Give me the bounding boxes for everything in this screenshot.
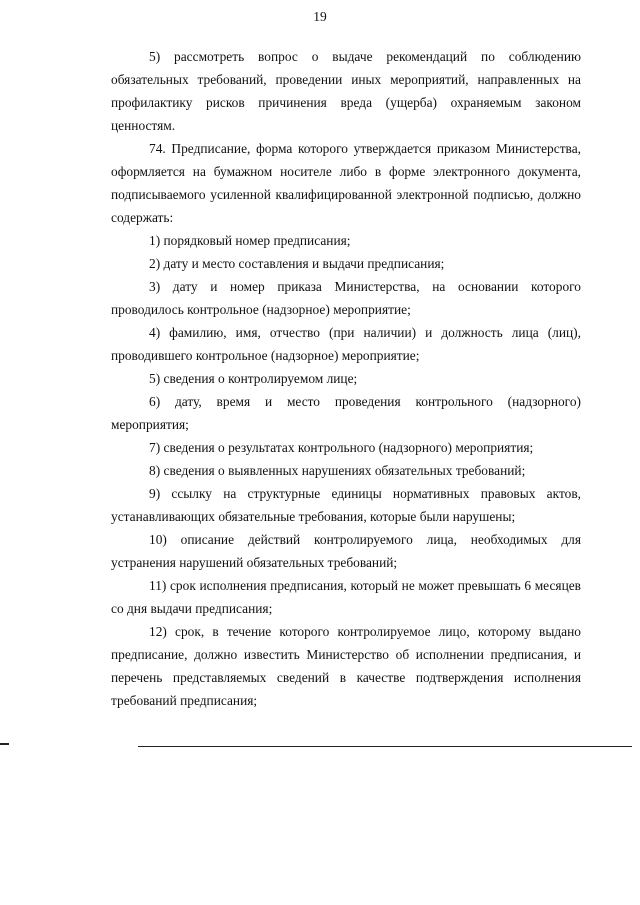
list-item-9: 9) ссылку на структурные единицы нормативных правовых актов, устанавливающих обязательные требования, которые были нарушены; — [111, 486, 581, 524]
list-item-1: 1) порядковый номер предписания; — [149, 233, 351, 248]
list-item-10: 10) описание действий контролируемого лица, необходимых для устранения нарушений обязательных требований; — [111, 532, 581, 570]
paragraph-item-5-recommendations: 5) рассмотреть вопрос о выдаче рекомендаций по соблюдению обязательных требований, проведении иных мероприятий, направленных на профилактику рисков причинения вреда (ущерба) охраняемым законом ценностям. — [111, 49, 581, 133]
paragraph-74-prescription: 74. Предписание, форма которого утверждается приказом Министерства, оформляется на бумажном носителе либо в форме электронного документа, подписываемого усиленной квалифицированной электронной подписью, должно содержать: — [111, 141, 581, 225]
page-number: 19 — [313, 9, 327, 24]
edge-mark — [0, 743, 9, 745]
list-item-12: 12) срок, в течение которого контролируемое лицо, которому выдано предписание, должно известить Министерство об исполнении предписания, и перечень представляемых сведений в качестве подтверждения исполнения требований предписания; — [111, 624, 581, 708]
list-item-2: 2) дату и место составления и выдачи предписания; — [149, 256, 445, 271]
list-item-11: 11) срок исполнения предписания, который не может превышать 6 месяцев со дня выдачи предписания; — [111, 578, 581, 616]
list-item-8: 8) сведения о выявленных нарушениях обязательных требований; — [149, 463, 526, 478]
document-body — [111, 45, 581, 712]
list-item-5: 5) сведения о контролируемом лице; — [149, 371, 358, 386]
list-item-4: 4) фамилию, имя, отчество (при наличии) и должность лица (лиц), проводившего контрольное (надзорное) мероприятие; — [111, 325, 581, 363]
list-item-3: 3) дату и номер приказа Министерства, на основании которого проводилось контрольное (надзорное) мероприятие; — [111, 279, 581, 317]
list-item-6: 6) дату, время и место проведения контрольного (надзорного) мероприятия; — [111, 394, 581, 432]
list-item-7: 7) сведения о результатах контрольного (надзорного) мероприятия; — [149, 440, 534, 455]
horizontal-rule — [138, 746, 632, 747]
